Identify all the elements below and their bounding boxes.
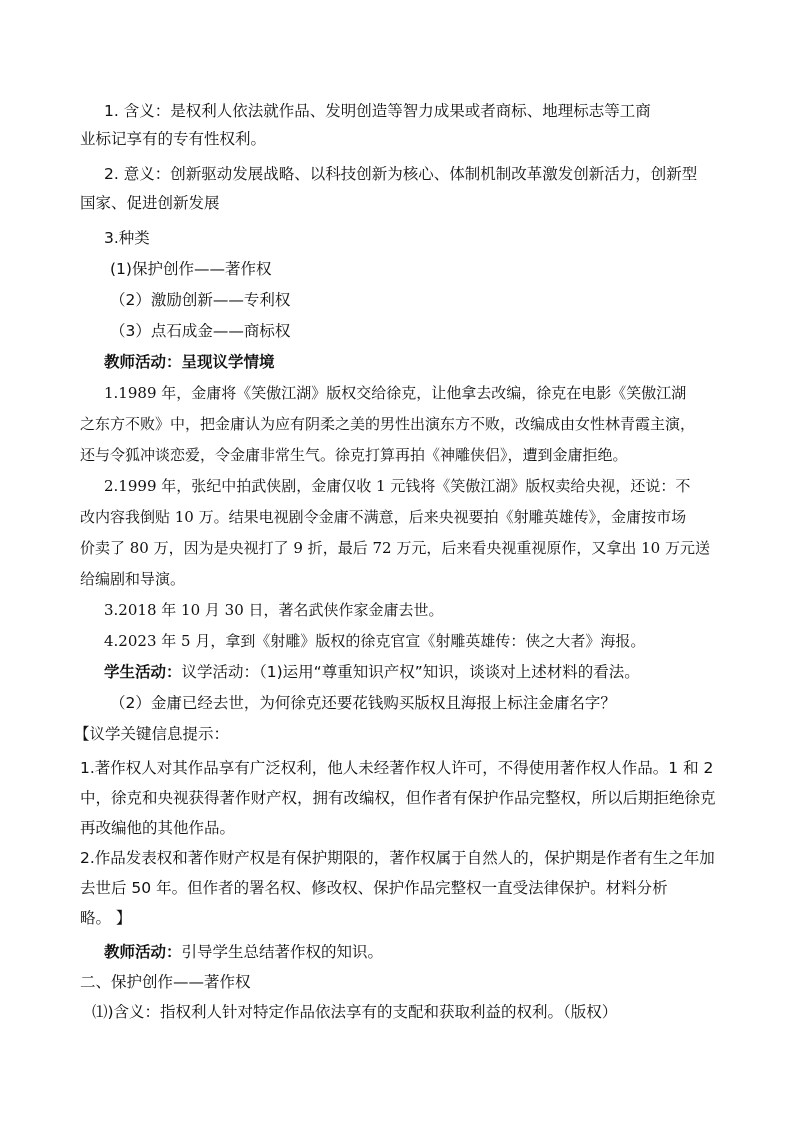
case-2-line-2: 改内容我倒贴 10 万。结果电视剧令金庸不满意，后来央视要拍《射雕英雄传》，金庸按市场 [80, 508, 687, 526]
teacher-activity-text: 引导学生总结著作权的知识。 [181, 943, 384, 961]
case-2-line-4: 给编剧和导演。 [80, 570, 186, 588]
teacher-activity-heading: 教师活动：呈现议学情境 [104, 353, 275, 371]
section-2-item-1: ⑴)含义：指权利人针对特定作品依法享有的支配和获取利益的权利。（版权） [92, 1003, 618, 1021]
hint-1-line-2: 中，徐克和央视获得著作财产权，拥有改编权，但作者有保护作品完整权，所以后期拒绝徐克 [80, 789, 716, 807]
type-patent: （2）激励创新——专利权 [110, 291, 291, 309]
hint-2-line-2: 去世后 50 年。但作者的署名权、修改权、保护作品完整权一直受法律保护。材料分析 [80, 879, 668, 897]
student-activity-text: 议学活动：（1)运用“尊重知识产权”知识，谈谈对上述材料的看法。 [181, 663, 640, 681]
section-2-heading: 二、保护创作——著作权 [80, 973, 251, 991]
definition-line-2: 业标记享有的专有性权利。 [80, 130, 267, 148]
hint-2-line-3: 略。 】 [80, 909, 132, 927]
definition-line-1: 1. 含义：是权利人依法就作品、发明创造等智力成果或者商标、地理标志等工商 [104, 102, 651, 120]
types-heading: 3.种类 [104, 229, 150, 247]
hint-1-line-3: 再改编他的其他作品。 [80, 819, 236, 837]
student-activity-line-2: （2）金庸已经去世，为何徐克还要花钱购买版权且海报上标注金庸名字？ [110, 694, 616, 712]
significance-line-1: 2. 意义：创新驱动发展战略、以科技创新为核心、体制机制改革激发创新活力，创新型 [104, 165, 698, 183]
case-1-line-3: 还与令狐冲谈恋爱，令金庸非常生气。徐克打算再拍《神雕侠侣》，遭到金庸拒绝。 [80, 446, 628, 464]
student-activity-line-1 [104, 661, 640, 683]
type-trademark: （3）点石成金——商标权 [110, 322, 291, 340]
case-1-line-2: 之东方不败》中，把金庸认为应有阴柔之美的男性出演东方不败，改编成由女性林青霞主演， [80, 415, 696, 433]
significance-line-2: 国家、促进创新发展 [80, 194, 220, 212]
student-activity-label: 学生活动： [104, 663, 182, 681]
case-2-line-3: 价卖了 80 万，因为是央视打了 9 折，最后 72 万元，后来看央视重视原作，又拿出 10 万元送 [80, 539, 710, 557]
type-copyright: (1)保护创作——著作权 [110, 260, 272, 278]
teacher-activity-summary [104, 941, 383, 963]
case-4: 4.2023 年 5 月，拿到《射雕》版权的徐克官宣《射雕英雄传：侠之大者》海报。 [104, 632, 646, 650]
hint-2-line-1: 2.作品发表权和著作财产权是有保护期限的，著作权属于自然人的，保护期是作者有生之年加 [80, 849, 715, 867]
hints-title: 【议学关键信息提示： [74, 725, 230, 743]
teacher-activity-summary-text [104, 943, 383, 961]
case-1-line-1: 1.1989 年，金庸将《笑傲江湖》版权交给徐克，让他拿去改编，徐克在电影《笑傲江湖 [104, 384, 687, 402]
teacher-activity-label: 教师活动： [104, 943, 182, 961]
case-3: 3.2018 年 10 月 30 日，著名武侠作家金庸去世。 [104, 601, 444, 619]
case-2-line-1: 2.1999 年，张纪中拍武侠剧，金庸仅收 1 元钱将《笑傲江湖》版权卖给央视，还说：不 [104, 477, 691, 495]
hint-1-line-1: 1.著作权人对其作品享有广泛权利，他人未经著作权人许可，不得使用著作权人作品。1 和 2 [80, 759, 714, 777]
